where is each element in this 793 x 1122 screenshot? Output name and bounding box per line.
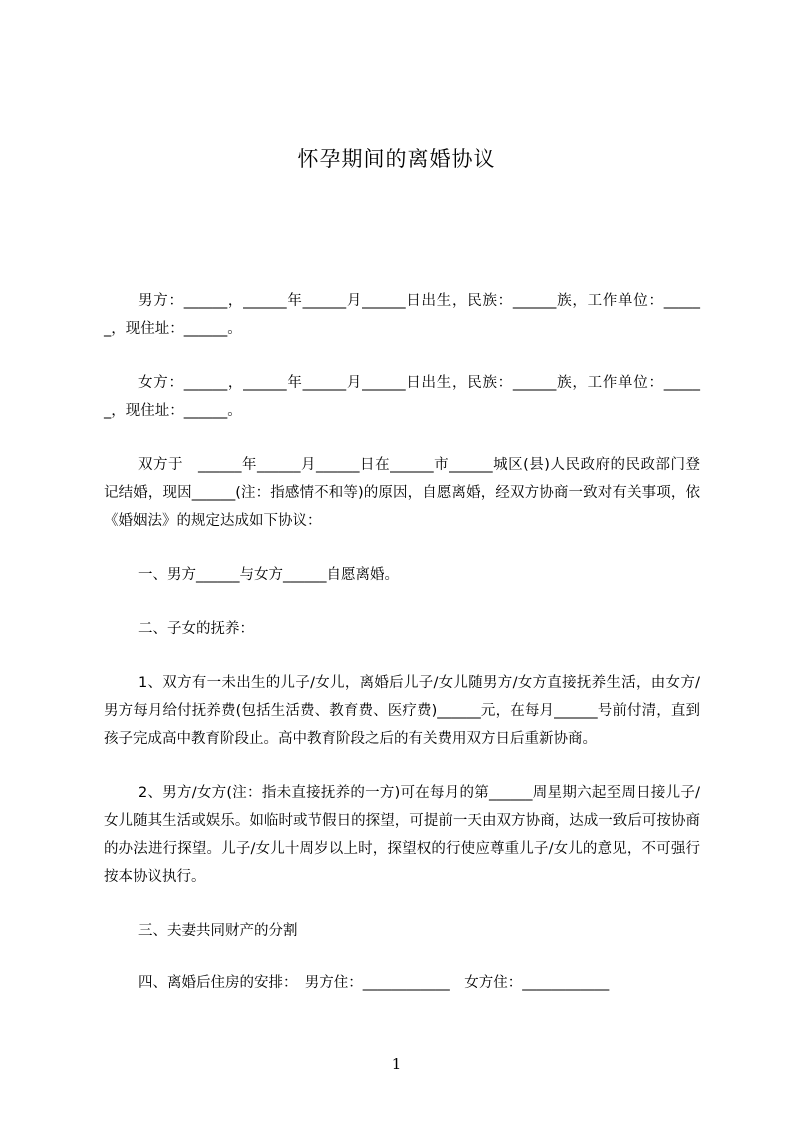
clause-housing: 四、离婚后住房的安排： 男方住：____________ 女方住：____________ <box>138 975 610 991</box>
paragraph-male-party: 男方：______，______年______月______日出生，民族：______族，工作单位：______，现住址：______。 <box>104 293 700 337</box>
document-title: 怀孕期间的离婚协议 <box>297 147 496 171</box>
clause-child-support: 1、双方有一未出生的儿子/女儿，离婚后儿子/女儿随男方/女方直接抚养生活，由女方/男方每月给付抚养费(包括生活费、教育费、医疗费)______元，在每月______号前付清，直到孩子完成高中教育阶段止。高中教育阶段之后的有关费用双方日后重新协商。 <box>104 675 700 747</box>
clause-divorce: 一、男方______与女方______自愿离婚。 <box>138 567 399 583</box>
clause-child-custody-heading: 二、子女的抚养： <box>138 621 254 637</box>
paragraph-female-party: 女方：______，______年______月______日出生，民族：______族，工作单位：______，现住址：______。 <box>104 375 700 419</box>
paragraph-marriage-info: 双方于 ______年______月______日在______市______城区(县)人民政府的民政部门登记结婚，现因______(注：指感情不和等)的原因，自愿离婚，经双方协商一致对有关事项，依《婚姻法》的规定达成如下协议： <box>104 457 700 529</box>
clause-visitation: 2、男方/女方(注：指未直接抚养的一方)可在每月的第______周星期六起至周日接儿子/女儿随其生活或娱乐。如临时或节假日的探望，可提前一天由双方协商，达成一致后可按协商的办法进行探望。儿子/女儿十周岁以上时，探望权的行使应尊重儿子/女儿的意见，不可强行按本协议执行。 <box>104 785 700 885</box>
document-body <box>104 287 700 1023</box>
clause-property-division: 三、夫妻共同财产的分割 <box>138 923 298 939</box>
page-number: 1 <box>391 1055 402 1073</box>
